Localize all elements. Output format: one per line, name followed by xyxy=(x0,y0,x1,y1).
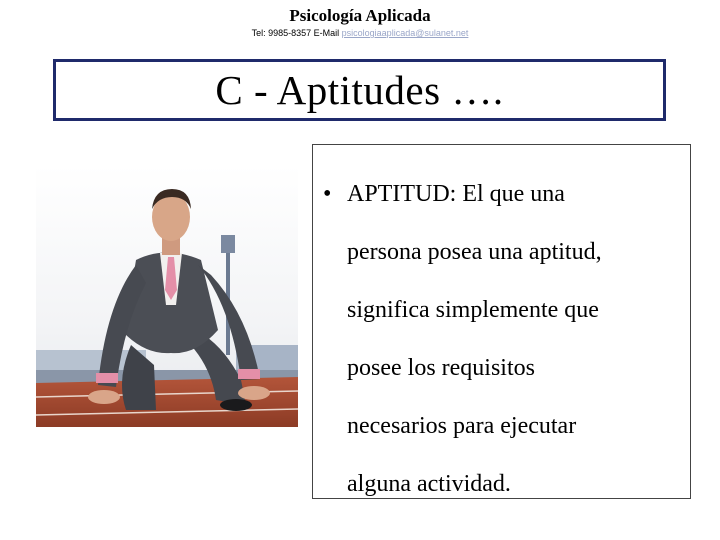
contact-phone: Tel: 9985-8357 E-Mail xyxy=(251,28,342,38)
bullet-line-5: necesarios para ejecutar xyxy=(347,413,577,439)
photo-illustration xyxy=(36,165,298,427)
bullet-symbol: • xyxy=(323,181,332,207)
bullet-text-line: APTITUD: El que una xyxy=(347,181,565,207)
bullet-line-4: posee los requisitos xyxy=(347,355,535,381)
bullet-paragraph xyxy=(323,165,683,513)
slide-title-box xyxy=(53,59,666,121)
slide-title: C - Aptitudes …. xyxy=(215,67,504,113)
header-title: Psicología Aplicada xyxy=(289,6,431,25)
email-link[interactable]: psicologiaaplicada@sulanet.net xyxy=(341,28,469,38)
bullet-line-2: persona posea una aptitud, xyxy=(347,239,602,265)
bullet-line-6: alguna actividad. xyxy=(347,471,511,497)
bullet-line-1 xyxy=(323,165,683,223)
content-box xyxy=(312,144,691,499)
bullet-line-3: significa simplemente que xyxy=(347,297,599,323)
header-contact xyxy=(0,28,720,38)
businessman-sprint-photo xyxy=(36,165,298,427)
